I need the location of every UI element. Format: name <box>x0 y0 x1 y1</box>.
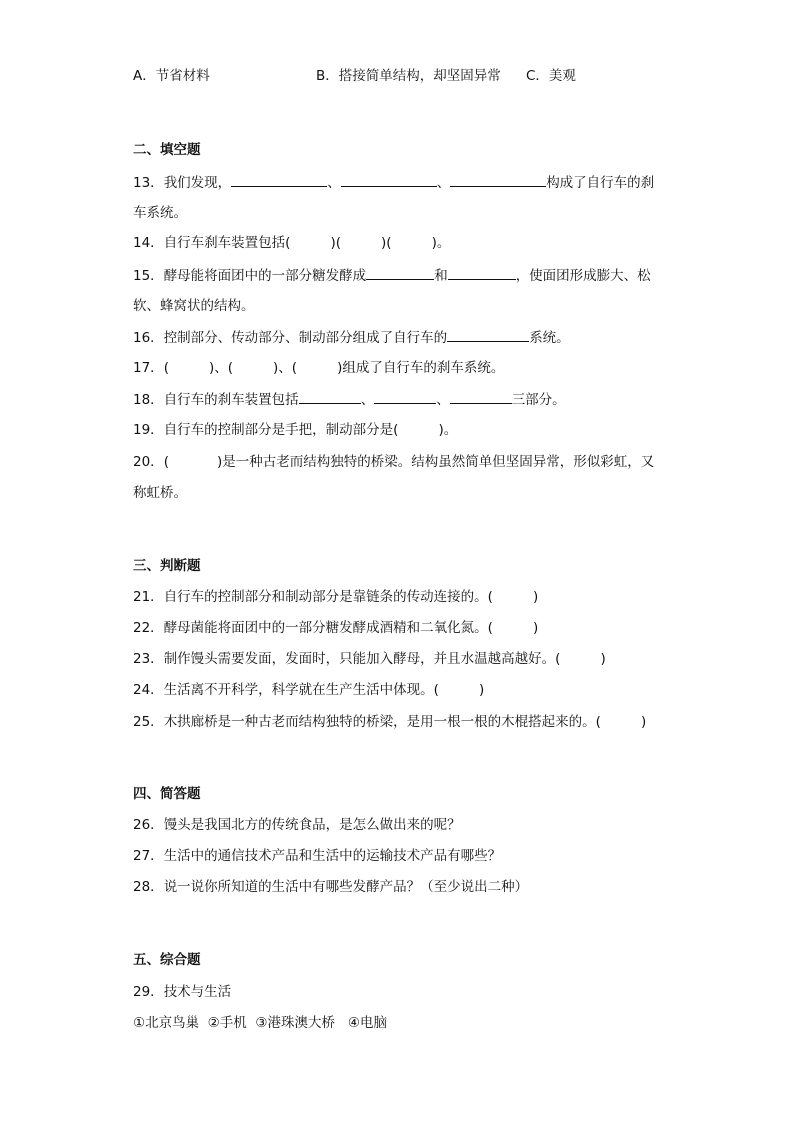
section-title-fill-in: 二、填空题 <box>133 142 201 158</box>
section-title-true-false: 三、判断题 <box>133 558 201 574</box>
answer-blank[interactable] <box>450 172 546 187</box>
answer-blank[interactable] <box>299 389 361 404</box>
section-title-short-answer: 四、简答题 <box>133 786 201 802</box>
answer-blank[interactable] <box>341 172 437 187</box>
question-29-items: ①北京鸟巢 ②手机 ③港珠澳大桥 ④电脑 <box>133 1015 387 1031</box>
question-19: 19．自行车的控制部分是手把，制动部分是( )。 <box>133 422 458 438</box>
option-c: C．美观 <box>526 68 576 84</box>
question-26: 26．馒头是我国北方的传统食品，是怎么做出来的呢？ <box>133 817 461 833</box>
question-17: 17．( )、( )、( )组成了自行车的刹车系统。 <box>133 360 505 376</box>
question-18: 18．自行车的刹车装置包括 、 、 三部分。 <box>133 389 566 410</box>
question-28: 28．说一说你所知道的生活中有哪些发酵产品？（至少说出二种） <box>133 879 529 895</box>
section-title-comprehensive: 五、综合题 <box>133 952 201 968</box>
option-a: A．节省材料 <box>133 68 210 84</box>
question-16: 16．控制部分、传动部分、制动部分组成了自行车的 系统。 <box>133 327 570 348</box>
question-13: 13．我们发现， 、 、 构成了自行车的刹 <box>133 172 654 193</box>
question-15: 15．酵母能将面团中的一部分糖发酵成 和 ，使面团形成膨大、松 <box>133 265 651 286</box>
question-29: 29．技术与生活 <box>133 984 232 1000</box>
question-20-cont: 称虹桥。 <box>133 485 187 501</box>
answer-blank[interactable] <box>447 327 529 342</box>
question-27: 27．生活中的通信技术产品和生活中的运输技术产品有哪些？ <box>133 848 502 864</box>
question-20: 20．( )是一种古老而结构独特的桥梁。结构虽然简单但坚固异常，形似彩虹，又 <box>133 454 655 470</box>
answer-blank[interactable] <box>366 265 434 280</box>
question-13-cont: 车系统。 <box>133 205 187 221</box>
option-b: B．搭接简单结构，却坚固异常 <box>316 68 501 84</box>
question-23: 23．制作馒头需要发面，发面时，只能加入酵母，并且水温越高越好。( ) <box>133 651 606 667</box>
answer-blank[interactable] <box>450 389 512 404</box>
question-25: 25．木拱廊桥是一种古老而结构独特的桥梁，是用一根一根的木棍搭起来的。( ) <box>133 714 647 730</box>
question-21: 21．自行车的控制部分和制动部分是靠链条的传动连接的。( ) <box>133 589 539 605</box>
question-24: 24．生活离不开科学，科学就在生产生活中体现。( ) <box>133 682 485 698</box>
answer-blank[interactable] <box>374 389 436 404</box>
question-14: 14．自行车刹车装置包括( )( )( )。 <box>133 235 451 251</box>
question-15-cont: 软、蜂窝状的结构。 <box>133 298 255 314</box>
answer-blank[interactable] <box>231 172 327 187</box>
answer-blank[interactable] <box>448 265 516 280</box>
question-22: 22．酵母菌能将面团中的一部分糖发酵成酒精和二氧化氮。( ) <box>133 620 539 636</box>
